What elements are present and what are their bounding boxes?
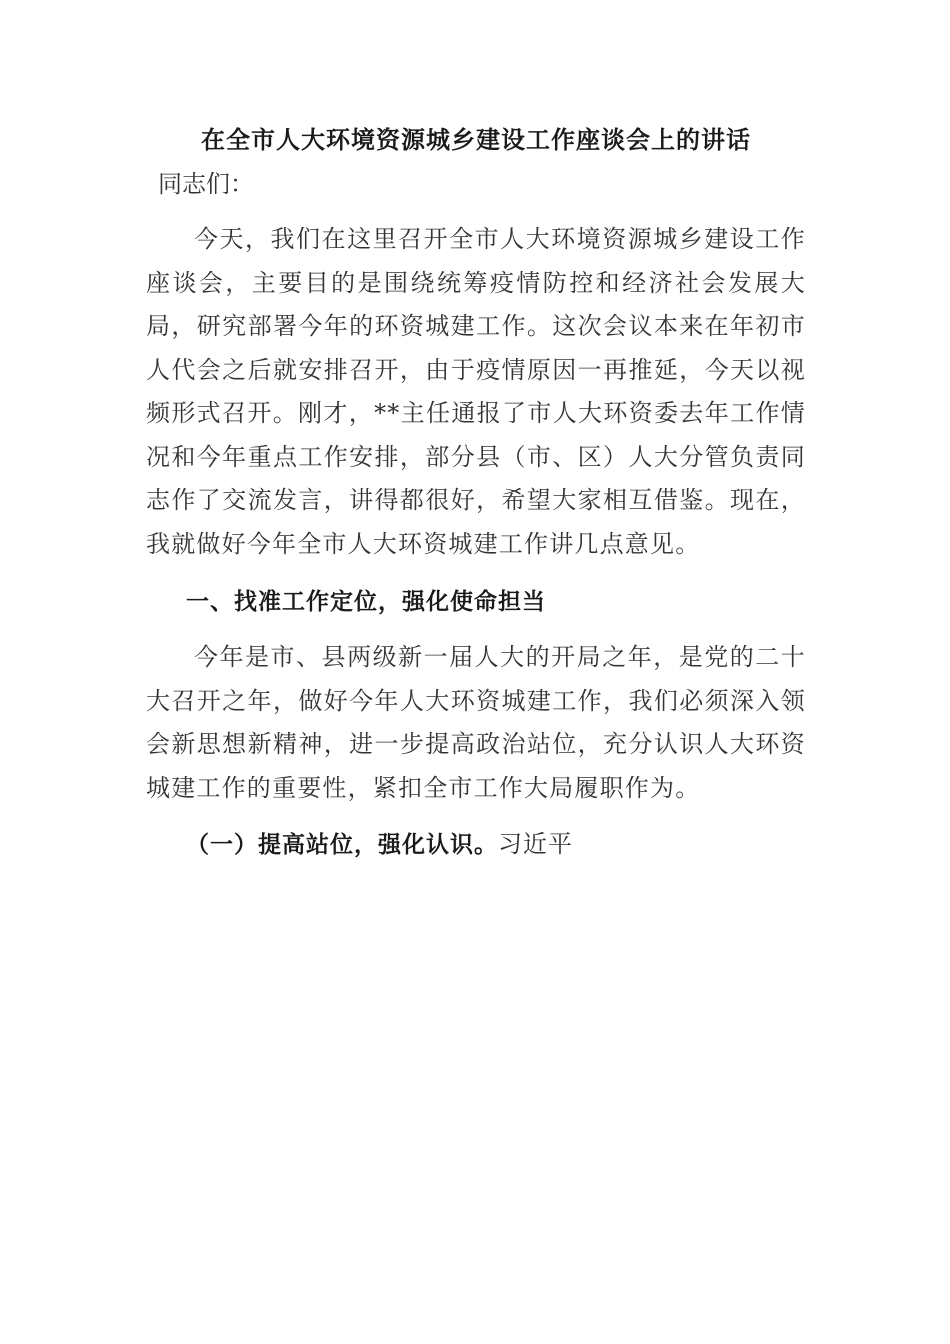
subsection-heading-1: （一）提高站位，强化认识。	[186, 832, 498, 858]
subsection-text-1: 习近平	[498, 830, 573, 858]
paragraph-section-1: 今年是市、县两级新一届人大的开局之年，是党的二十大召开之年，做好今年人大环资城建工作，我们必须深入领会新思想新精神，进一步提高政治站位，充分认识人大环资城建工作的重要性，紧扣全市工作大局履职作为。	[146, 643, 806, 802]
document-title: 在全市人大环境资源城乡建设工作座谈会上的讲话	[201, 126, 751, 154]
subsection-line-1	[146, 822, 806, 867]
paragraph-opening: 今天，我们在这里召开全市人大环境资源城乡建设工作座谈会，主要目的是围绕统筹疫情防控和经济社会发展大局，研究部署今年的环资城建工作。这次会议本来在年初市人代会之后就安排召开，由于疫情原因一再推延，今天以视频形式召开。刚才，**主任通报了市人大环资委去年工作情况和今年重点工作安排，部分县（市、区）人大分管负责同志作了交流发言，讲得都很好，希望大家相互借鉴。现在，我就做好今年全市人大环资城建工作讲几点意见。	[146, 225, 806, 558]
salutation: 同志们：	[158, 170, 254, 198]
document-body	[146, 118, 806, 867]
section-heading-1: 一、找准工作定位，强化使命担当	[186, 589, 546, 615]
